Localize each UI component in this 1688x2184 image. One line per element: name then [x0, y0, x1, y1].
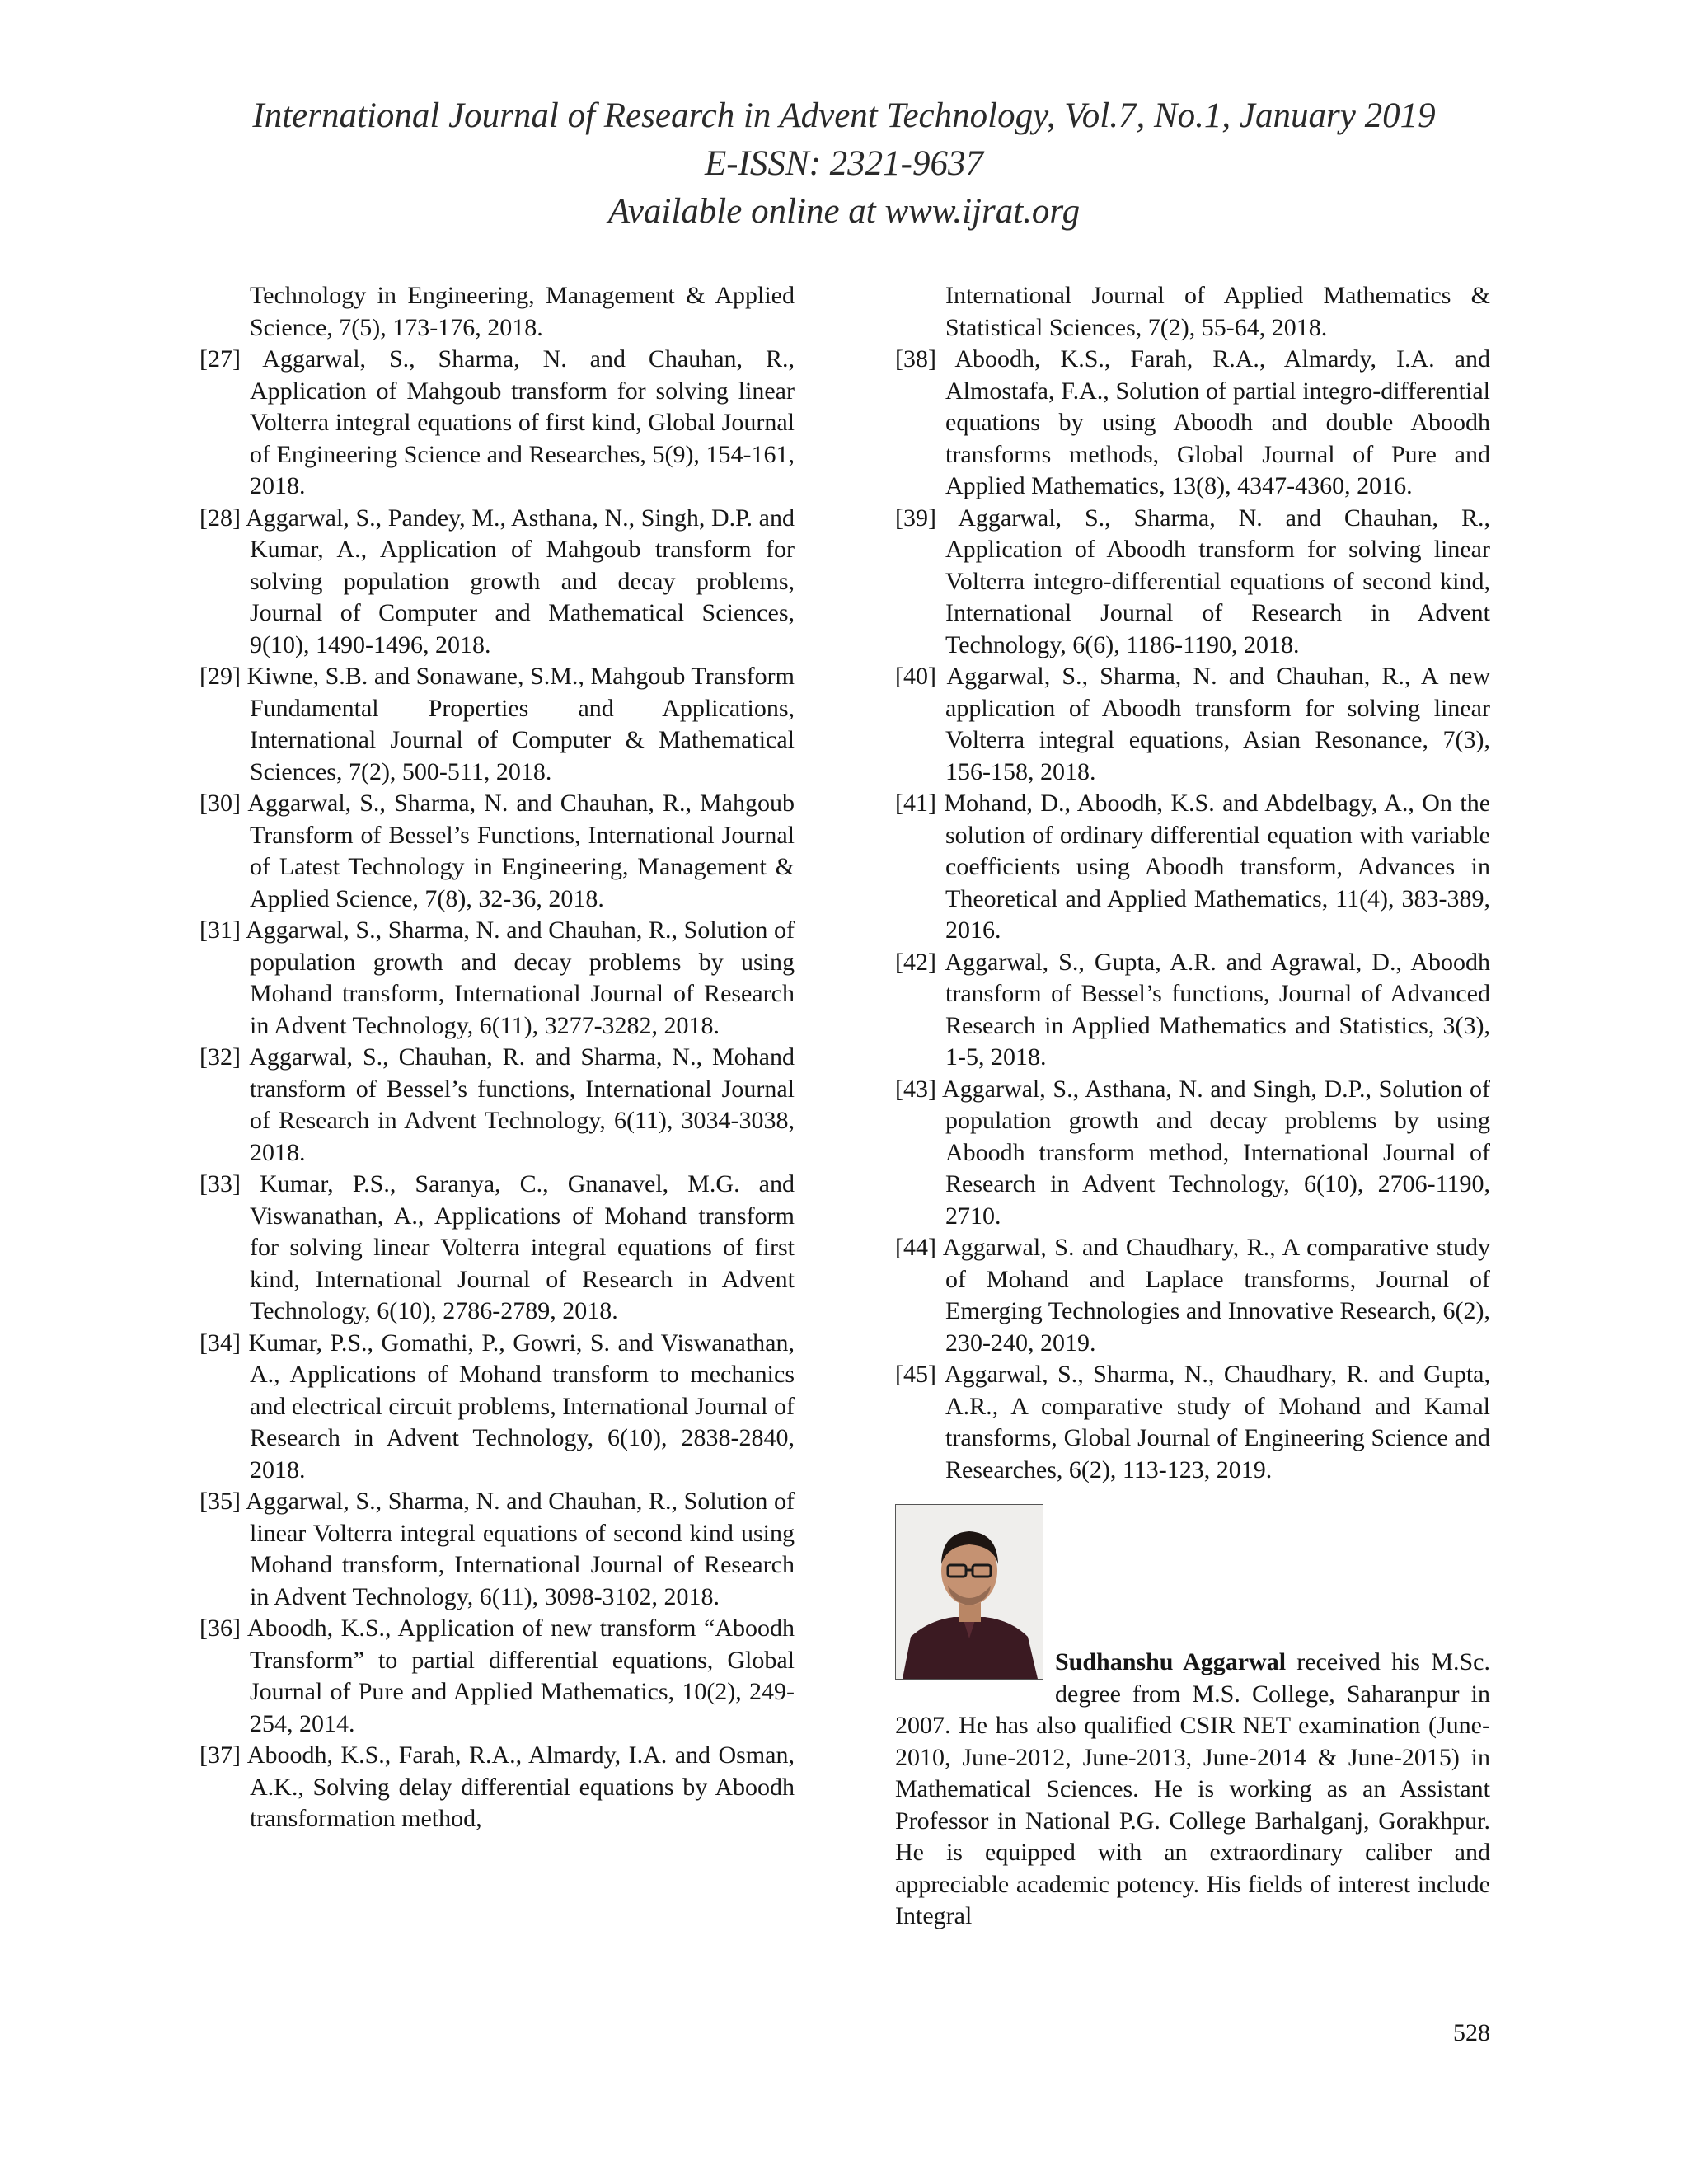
reference-number: [42] — [895, 948, 936, 976]
reference-number: [33] — [199, 1170, 241, 1197]
author-photo — [895, 1504, 1043, 1680]
reference-number: [30] — [199, 790, 241, 817]
reference-number: [28] — [199, 504, 241, 532]
reference-text: Aggarwal, S., Sharma, N. and Chauhan, R., Application of Mahgoub transform for solving linear Volterra integral equations of first kind, Global Journal of Engineering Science and Researches, 5(9), 154-161, 2018. — [250, 345, 795, 499]
reference-number: [38] — [895, 345, 936, 373]
reference-text: Aggarwal, S., Sharma, N. and Chauhan, R., Solution of population growth and decay problems by using Mohand transform, International Journal of Research in Advent Technology, 6(11), 3277-3282, 2018. — [245, 916, 795, 1039]
reference-item — [199, 1328, 795, 1487]
reference-item — [895, 661, 1490, 788]
journal-header — [0, 92, 1688, 236]
reference-item — [199, 1042, 795, 1169]
reference-text: Kiwne, S.B. and Sonawane, S.M., Mahgoub Transform Fundamental Properties and Applications, International Journal of Computer & Mathematical Sciences, 7(2), 500-511, 2018. — [246, 663, 795, 785]
reference-item — [199, 344, 795, 503]
reference-text: Aggarwal, S., Sharma, N., Chaudhary, R. and Gupta, A.R., A comparative study of Mohand and Kamal transforms, Global Journal of Engineering Science and Researches, 6(2), 113-123, 2019. — [944, 1361, 1490, 1483]
reference-item — [895, 788, 1490, 947]
reference-text: Aggarwal, S., Sharma, N. and Chauhan, R., A new application of Aboodh transform for solving linear Volterra integral equations, Asian Resonance, 7(3), 156-158, 2018. — [945, 663, 1490, 785]
reference-item — [895, 1359, 1490, 1486]
author-biography — [895, 1504, 1490, 1933]
reference-number: [31] — [199, 916, 241, 944]
reference-text: Kumar, P.S., Saranya, C., Gnanavel, M.G. and Viswanathan, A., Applications of Mohand transform for solving linear Volterra integral equations of first kind, International Journal of Research in Advent Technology, 6(10), 2786-2789, 2018. — [250, 1170, 795, 1324]
reference-item — [199, 788, 795, 915]
reference-text: Aggarwal, S., Sharma, N. and Chauhan, R., Mahgoub Transform of Bessel’s Functions, International Journal of Latest Technology in Engineering, Management & Applied Science, 7(8), 32-36, 2018. — [247, 790, 795, 912]
reference-text: Aggarwal, S., Chauhan, R. and Sharma, N., Mohand transform of Bessel’s functions, International Journal of Research in Advent Technology, 6(11), 3034-3038, 2018. — [249, 1043, 795, 1166]
reference-item — [895, 503, 1490, 662]
reference-item — [199, 1169, 795, 1328]
author-portrait-image — [896, 1505, 1043, 1679]
reference-item — [199, 1740, 795, 1835]
reference-item — [199, 503, 795, 662]
reference-text: Aggarwal, S., Pandey, M., Asthana, N., Singh, D.P. and Kumar, A., Application of Mahgoub transform for solving population growth and decay problems, Journal of Computer and Mathematical Sciences, 9(10), 1490-1496, 2018. — [246, 504, 795, 658]
reference-item — [895, 1232, 1490, 1359]
reference-number: [37] — [199, 1741, 241, 1769]
author-name: Sudhanshu Aggarwal — [1055, 1648, 1287, 1675]
reference-text: Aggarwal, S., Sharma, N. and Chauhan, R., Application of Aboodh transform for solving linear Volterra integro-differential equations of second kind, International Journal of Research in Advent Technology, 6(6), 1186-1190, 2018. — [945, 504, 1490, 658]
reference-item — [895, 947, 1490, 1074]
reference-item — [199, 915, 795, 1042]
reference-text: Aggarwal, S., Asthana, N. and Singh, D.P., Solution of population growth and decay problems by using Aboodh transform method, International Journal of Research in Advent Technology, 6(10), 2706-1190, 2710. — [941, 1075, 1490, 1230]
reference-text: Aggarwal, S. and Chaudhary, R., A comparative study of Mohand and Laplace transforms, Journal of Emerging Technologies and Innovative Research, 6(2), 230-240, 2019. — [942, 1234, 1490, 1357]
reference-number: [44] — [895, 1234, 936, 1261]
reference-text: Aboodh, K.S., Application of new transform “Aboodh Transform” to partial differential equations, Global Journal of Pure and Applied Mathematics, 10(2), 249-254, 2014. — [246, 1615, 795, 1737]
reference-text: Mohand, D., Aboodh, K.S. and Abdelbagy, A., On the solution of ordinary differential equation with variable coefficients using Aboodh transform, Advances in Theoretical and Applied Mathematics, 11(4), 383-389, 2016. — [944, 790, 1491, 944]
reference-item — [895, 344, 1490, 503]
reference-item — [199, 1613, 795, 1740]
journal-website: Available online at www.ijrat.org — [607, 192, 1081, 231]
reference-number: [35] — [199, 1488, 241, 1515]
reference-number: [43] — [895, 1075, 936, 1103]
author-bio: received his M.Sc. degree from M.S. College, Saharanpur in 2007. He has also qualified CSIR NET examination (June-2010, June-2012, June-2013, June-2014 & June-2015) in Mathematical Sciences. He is working as an Assistant Professor in National P.G. College Barhalganj, Gorakhpur. He is equipped with an extraordinary caliber and appreciable academic potency. His fields of interest include Integral — [895, 1648, 1490, 1929]
reference-number: [27] — [199, 345, 241, 373]
right-column — [895, 280, 1490, 1933]
reference-item — [895, 1074, 1490, 1233]
reference-number: [34] — [199, 1329, 241, 1357]
reference-number: [29] — [199, 663, 241, 690]
reference-continuation: International Journal of Applied Mathematics & Statistical Sciences, 7(2), 55-64, 2018. — [945, 282, 1490, 341]
author-bio-text — [895, 1647, 1490, 1933]
left-column — [199, 280, 795, 1835]
reference-number: [36] — [199, 1615, 241, 1642]
reference-number: [45] — [895, 1361, 936, 1388]
reference-number: [40] — [895, 663, 936, 690]
reference-text: Aggarwal, S., Sharma, N. and Chauhan, R., Solution of linear Volterra integral equations of second kind using Mohand transform, International Journal of Research in Advent Technology, 6(11), 3098-3102, 2018. — [245, 1488, 795, 1610]
reference-number: [41] — [895, 790, 936, 817]
reference-number: [39] — [895, 504, 936, 532]
reference-text: Aboodh, K.S., Farah, R.A., Almardy, I.A. and Almostafa, F.A., Solution of partial integro-differential equations by using Aboodh and double Aboodh transforms methods, Global Journal of Pure and Applied Mathematics, 13(8), 4347-4360, 2016. — [945, 345, 1490, 499]
reference-number: [32] — [199, 1043, 241, 1071]
journal-title: International Journal of Research in Advent Technology, Vol.7, No.1, January 2019 — [252, 96, 1436, 135]
page-number: 528 — [1453, 2019, 1490, 2046]
reference-continuation: Technology in Engineering, Management & Applied Science, 7(5), 173-176, 2018. — [250, 282, 795, 341]
reference-text: Aggarwal, S., Gupta, A.R. and Agrawal, D., Aboodh transform of Bessel’s functions, Journal of Advanced Research in Applied Mathematics and Statistics, 3(3), 1-5, 2018. — [945, 948, 1490, 1071]
reference-item — [199, 1486, 795, 1613]
reference-text: Kumar, P.S., Gomathi, P., Gowri, S. and Viswanathan, A., Applications of Mohand transform to mechanics and electrical circuit problems, International Journal of Research in Advent Technology, 6(10), 2838-2840, 2018. — [248, 1329, 795, 1483]
journal-issn: E-ISSN: 2321-9637 — [705, 144, 983, 183]
reference-item — [199, 661, 795, 788]
reference-text: Aboodh, K.S., Farah, R.A., Almardy, I.A. and Osman, A.K., Solving delay differential equations by Aboodh transformation method, — [246, 1741, 795, 1832]
